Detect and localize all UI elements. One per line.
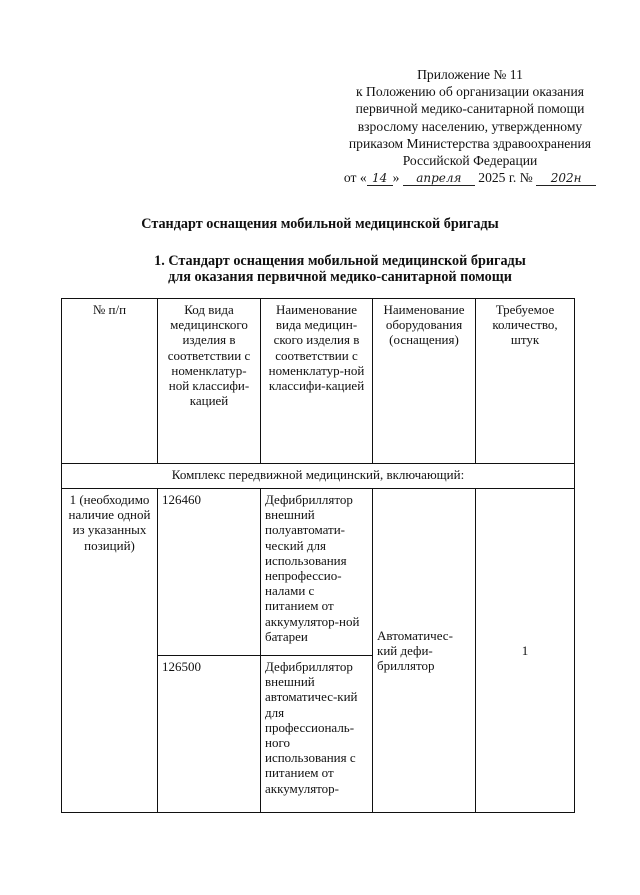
header-code: Код вида медицинского изделия в соответствии с номенклатур-ной классифи-кацией bbox=[158, 299, 261, 464]
required-quantity: 1 bbox=[476, 489, 575, 813]
annex-line: к Положению об организации оказания bbox=[356, 84, 584, 100]
date-quote: » bbox=[392, 170, 400, 186]
date-year: 2025 г. № bbox=[478, 170, 533, 186]
table-group-row bbox=[62, 464, 575, 489]
table-row bbox=[62, 489, 575, 656]
annex-line: взрослому населению, утвержденному bbox=[357, 118, 583, 134]
device-code: 126500 bbox=[158, 656, 261, 813]
header-device-type: Наименование вида медицин-ского изделия в соответствии с номенклатур-ной классифи-кацией bbox=[261, 299, 373, 464]
header-equipment-name: Наименование оборудования (оснащения) bbox=[373, 299, 476, 464]
group-label: Комплекс передвижной медицинский, включающий: bbox=[62, 464, 575, 489]
date-month-handwritten: апреля bbox=[403, 171, 475, 186]
equipment-standard-table bbox=[61, 298, 575, 813]
order-number-handwritten: 202н bbox=[536, 171, 596, 186]
header-quantity: Требуемое количество, штук bbox=[476, 299, 575, 464]
item-number: 1 (необходимо наличие одной из указанных позиций) bbox=[62, 489, 158, 813]
annex-line: Приложение № 11 bbox=[417, 67, 523, 82]
date-prefix: от « bbox=[343, 170, 367, 186]
date-day-handwritten: 14 bbox=[367, 171, 393, 186]
annex-date-line bbox=[330, 169, 610, 186]
document-title: Стандарт оснащения мобильной медицинской бригады bbox=[141, 216, 499, 232]
annex-line: приказом Министерства здравоохранения bbox=[348, 135, 592, 151]
section-title-line-2: для оказания первичной медико-санитарной помощи bbox=[168, 268, 512, 285]
section-title bbox=[0, 254, 640, 285]
header-number: № п/п bbox=[62, 299, 158, 464]
device-code: 126460 bbox=[158, 489, 261, 656]
equipment-name: Автоматичес-кий дефи-бриллятор bbox=[373, 489, 476, 813]
table-header-row bbox=[62, 299, 575, 464]
annex-line: первичной медико-санитарной помощи bbox=[355, 101, 585, 117]
device-type-name: Дефибриллятор внешний автоматичес-кий для профессиональ-ного использования с питанием от аккумулятор- bbox=[261, 656, 373, 813]
annex-block bbox=[330, 66, 610, 186]
annex-line: Российской Федерации bbox=[402, 153, 538, 169]
device-type-name: Дефибриллятор внешний полуавтомати-ческий для использования непрофессио-налами с питанием от аккумулятор-ной батареи bbox=[261, 489, 373, 656]
section-title-line-1: 1. Стандарт оснащения мобильной медицинской бригады bbox=[154, 253, 526, 269]
